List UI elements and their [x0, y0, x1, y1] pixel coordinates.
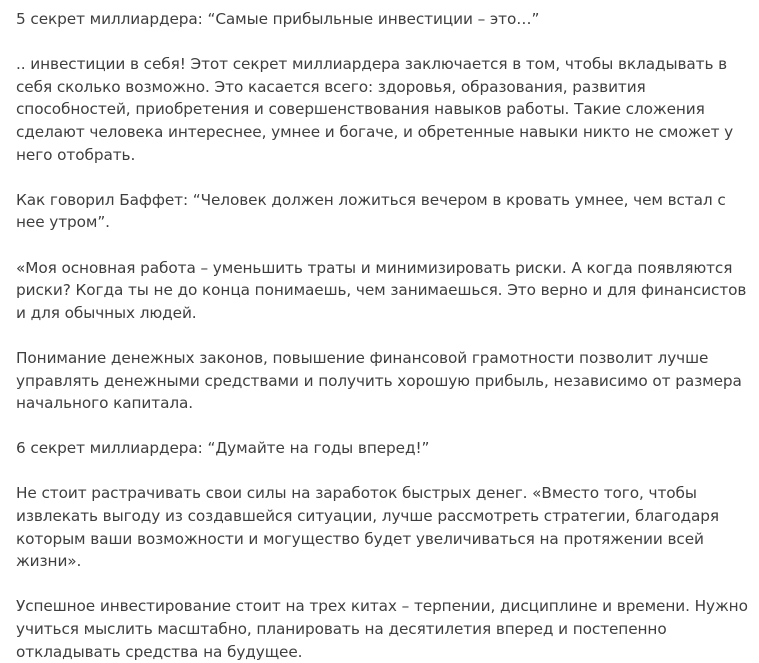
paragraph-long-term-strategy: Не стоит растрачивать свои силы на заработок быстрых денег. «Вместо того, чтобы извлекать выгоду из создавшейся ситуации, лучше рассмотреть стратегии, благодаря которым ваши возможности и могущество будет увеличиваться на протяжении всей жизни».: [16, 484, 719, 571]
paragraph-buffett-quote: Как говорил Баффет: “Человек должен ложиться вечером в кровать умнее, чем встал с нее утром”.: [16, 190, 726, 232]
section-heading-secret-5: 5 секрет миллиардера: “Самые прибыльные инвестиции – это…”: [16, 10, 540, 28]
paragraph-main-job-quote: «Моя основная работа – уменьшить траты и минимизировать риски. А когда появляются риски? Когда ты не до конца понимаешь, чем занимаешься. Это верно и для финансистов и для обычных людей.: [16, 258, 747, 322]
section-heading-secret-6: 6 секрет миллиардера: “Думайте на годы вперед!”: [16, 439, 430, 458]
paragraph-three-whales: Успешное инвестирование стоит на трех китах – терпении, дисциплине и времени. Нужно учиться мыслить масштабно, планировать на десятилетия вперед и постепенно откладывать средства на будущее.: [16, 597, 748, 661]
article-text: [16, 8, 751, 663]
paragraph-invest-in-yourself: .. инвестиции в себя! Этот секрет миллиардера заключается в том, чтобы вкладывать в себя сколько возможно. Это касается всего: здоровья, образования, развития способностей, приобретения и совершенствования навыков работы. Такие сложения сделают человека интереснее, умнее и богаче, и обретенные навыки никто не сможет у него отобрать.: [16, 55, 734, 164]
paragraph-financial-literacy: Понимание денежных законов, повышение финансовой грамотности позволит лучше управлять денежными средствами и получить хорошую прибыль, независимо от размера начального капитала.: [16, 348, 742, 413]
